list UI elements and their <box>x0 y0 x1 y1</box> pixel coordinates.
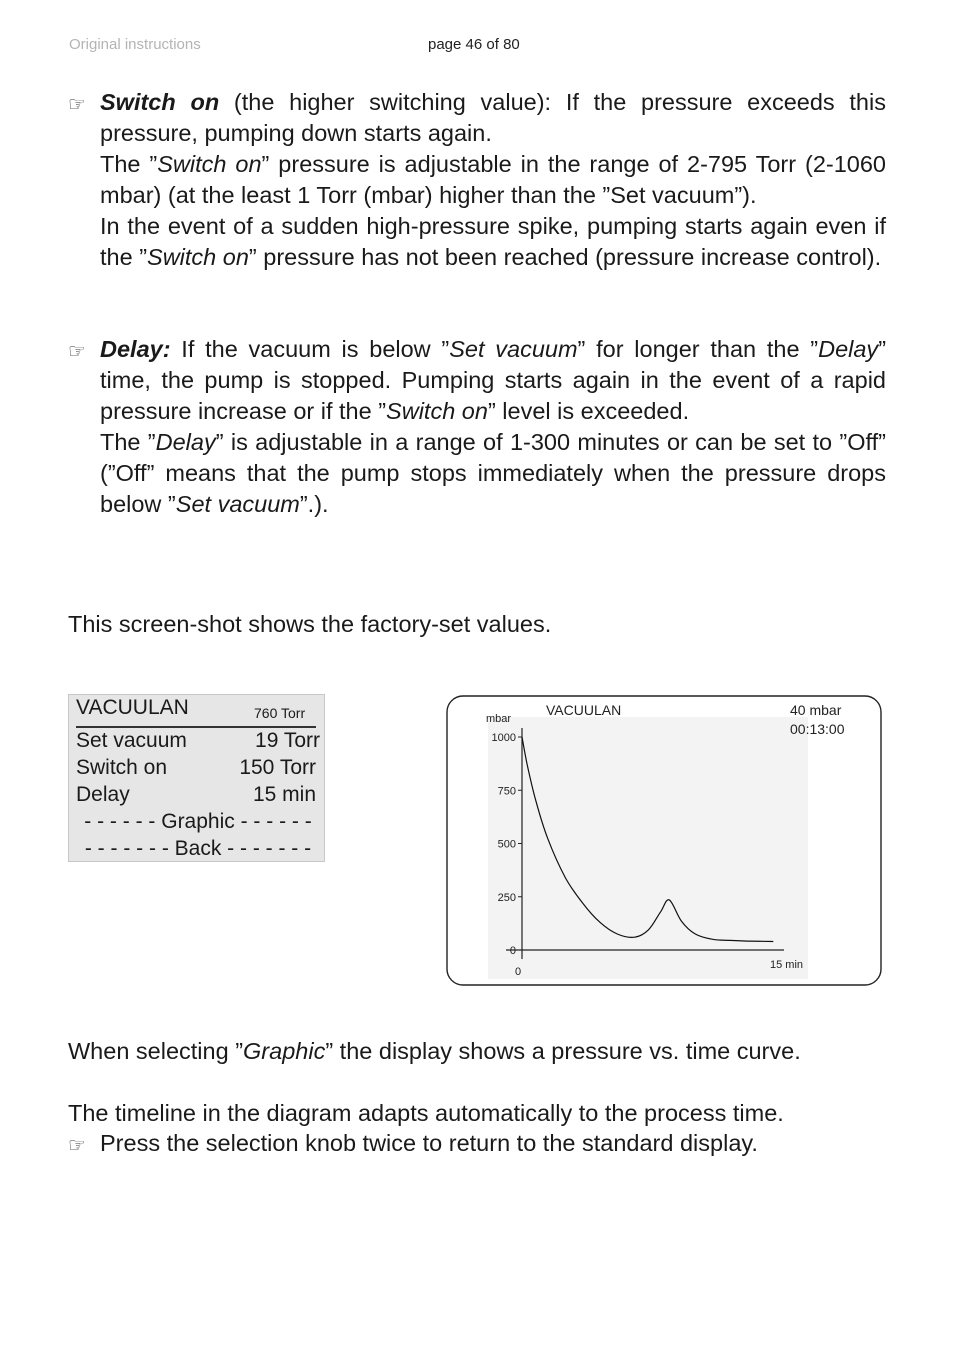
header-document-type: Original instructions <box>69 36 201 53</box>
lcd-row-switch-on[interactable]: Switch on 150 Torr <box>76 756 316 779</box>
hand-pointer-icon: ☞ <box>68 1135 86 1157</box>
lcd-row-set-vacuum[interactable]: Set vacuum 19 Torr <box>76 729 320 752</box>
graph-title: VACUULAN <box>546 702 622 718</box>
hand-pointer-icon: ☞ <box>68 94 86 116</box>
factory-note: This screen-shot shows the factory-set values. <box>68 611 552 637</box>
y-axis-unit: mbar <box>486 713 512 725</box>
lcd-title-pressure: 760 Torr <box>254 705 306 721</box>
graphic-display <box>446 695 882 986</box>
x-tick-end: 15 min <box>770 959 804 971</box>
delay-description <box>100 334 886 520</box>
y-tick-label: 0 <box>509 945 516 957</box>
lcd-graphic-item[interactable]: - - - - - - Graphic - - - - - - <box>84 810 312 833</box>
delay-range: The ”Delay” is adjustable in a range of 1-300 minutes or can be set to ”Off” (”Off” means that the pump stops immediately when the pressure drops below ”Set vacuum”.). <box>100 429 886 517</box>
press-instruction: Press the selection knob twice to return to the standard display. <box>100 1130 758 1156</box>
switch-on-spike: In the event of a sudden high-pressure spike, pumping starts again even if the ”Switch on” pressure has not been reached (pressure increase control). <box>100 213 886 270</box>
switch-on-range: The ”Switch on” pressure is adjustable in the range of 2-795 Torr (2-1060 mbar) (at the least 1 Torr (mbar) higher than the ”Set vacuum”). <box>100 151 886 208</box>
graph-pressure-readout: 40 mbar <box>790 702 842 718</box>
y-tick-label: 1000 <box>491 732 516 744</box>
y-tick-label: 500 <box>497 838 516 851</box>
switch-on-term: Switch on <box>100 89 220 115</box>
graph-time-readout: 00:13:00 <box>790 721 845 737</box>
lcd-back-item[interactable]: - - - - - - - Back - - - - - - - <box>84 837 312 860</box>
timeline-sentence: The timeline in the diagram adapts automatically to the process time. <box>68 1100 784 1126</box>
delay-term: Delay: <box>100 336 171 362</box>
lcd-menu-display <box>68 694 325 862</box>
plot-background <box>488 717 808 979</box>
lcd-divider <box>76 726 316 728</box>
y-tick-label: 250 <box>497 891 516 904</box>
x-tick-start: 0 <box>515 966 522 978</box>
hand-pointer-icon: ☞ <box>68 341 86 363</box>
delay-intro: Delay: If the vacuum is below ”Set vacuum” for longer than the ”Delay” time, the pump is stopped. Pumping starts again in the event of a rapid pressure increase or if the ”Switch on” level is exceeded. <box>100 336 887 424</box>
switch-on-description <box>100 87 886 273</box>
lcd-title: VACUULAN <box>76 696 189 719</box>
switch-on-intro: Switch on (the higher switching value): If the pressure exceeds this pressure, pumping down starts again. <box>100 89 886 146</box>
page-number: page 46 of 80 <box>428 36 520 53</box>
y-tick-label: 750 <box>497 785 516 798</box>
graphic-sentence: When selecting ”Graphic” the display shows a pressure vs. time curve. <box>68 1038 801 1064</box>
lcd-row-delay[interactable]: Delay 15 min <box>76 783 316 806</box>
